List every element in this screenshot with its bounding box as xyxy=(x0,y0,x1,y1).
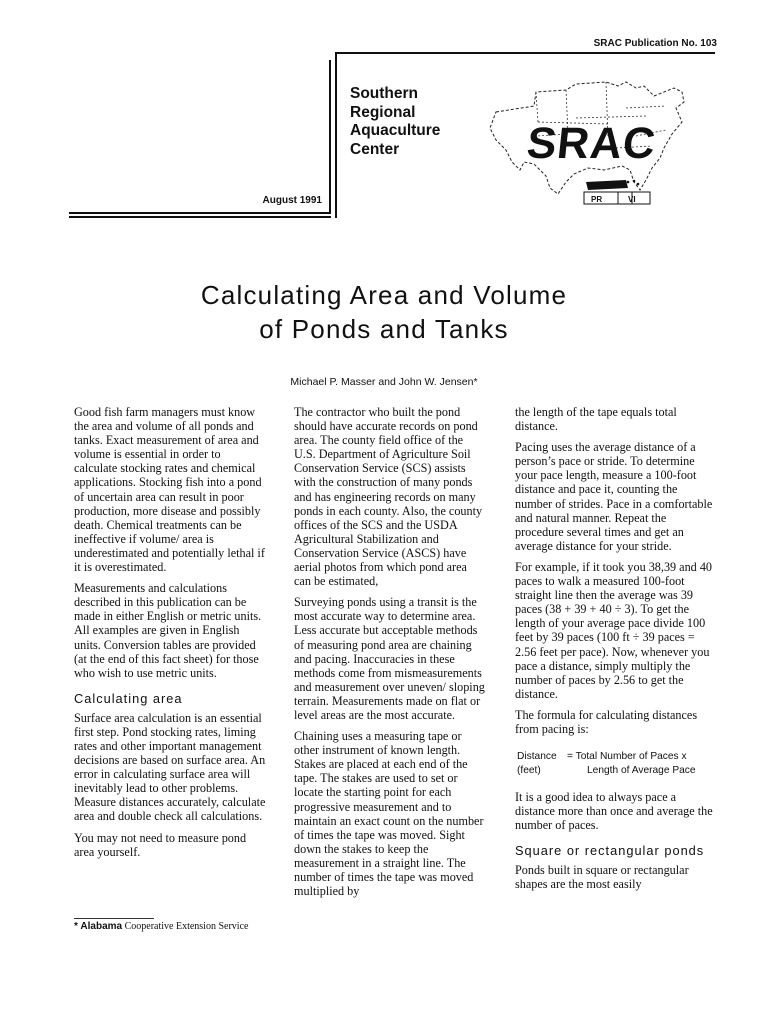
paragraph: Chaining uses a measuring tape or other instrument of known length. Stakes are placed at each end of the tape. The stakes are used to set or locate the starting point for each progressive measurement and to maintain an exact count on the number of times the tape was moved. Sight down the stakes to keep the measurement in a straight line. The number of times the tape was moved multiplied by xyxy=(294,729,484,899)
paragraph: Surface area calculation is an essential first step. Pond stocking rates, liming rates and other important management decisions are based on surface area. An error in calculating surface area will inevitably lead to other problems. Measure distances accurately, calculate area and double check all calculations. xyxy=(74,710,266,824)
paragraph: Ponds built in square or rectangular shapes are the most easily xyxy=(515,863,689,892)
paragraph: Pacing uses the average distance of a person’s pace or stride. To determine your pace length, measure a 100-foot distance and pace it, counting the number of strides. Pace in a comfortable and natural manner. Repeat the procedure several times and get an average distance for your stride. xyxy=(515,440,713,553)
publication-number: SRAC Publication No. 103 xyxy=(593,38,717,49)
column-3 xyxy=(515,405,715,899)
header-rule xyxy=(69,216,331,218)
section-heading: Calculating area xyxy=(74,690,183,706)
us-map-icon xyxy=(476,78,698,210)
svg-text:PR: PR xyxy=(591,195,603,204)
paragraph: The formula for calculating distances from pacing is: xyxy=(515,707,698,736)
page-title: Calculating Area and Volume of Ponds and Tanks xyxy=(200,280,568,344)
paragraph: For example, if it took you 38,39 and 40 paces to walk a measured 100-foot straight line then the average was 39 paces (38 + 39 + 40 ÷ 3). To get the length of your average pace divide 100 feet by 39 paces (100 ft ÷ 39 paces = 2.56 feet per pace). Now, whenever you pace a distance, simply multiply the number of paces by 2.56 to get the distance. xyxy=(515,559,713,701)
column-2 xyxy=(294,405,486,905)
paragraph: Surveying ponds using a transit is the most accurate way to determine area. Less accurate but acceptable methods of measuring pond area are chaining and pacing. Inaccuracies in these methods come from mismeasurements and measurement over uneven/ sloping terrain. Measurements made on flat or level areas are the most accurate. xyxy=(294,595,485,722)
svg-text:VI: VI xyxy=(628,195,636,204)
paragraph: You may not need to measure pond area yourself. xyxy=(74,830,247,859)
center-name: Southern Regional Aquaculture Center xyxy=(350,85,441,158)
paragraph: It is a good idea to always pace a distance more than once and average the number of paces. xyxy=(515,790,713,833)
section-heading: Square or rectangular ponds xyxy=(515,843,705,859)
column-1 xyxy=(74,405,266,866)
footnote: * Alabama Cooperative Extension Service xyxy=(74,921,249,932)
header-rule xyxy=(335,52,337,218)
authors: Michael P. Masser and John W. Jensen* xyxy=(290,376,478,388)
svg-text:SRAC: SRAC xyxy=(524,119,659,168)
srac-logo xyxy=(476,78,698,215)
footnote-rule xyxy=(74,918,154,919)
paragraph: the length of the tape equals total distance. xyxy=(515,405,677,434)
header-rule xyxy=(335,52,715,54)
publication-date: August 1991 xyxy=(262,195,322,206)
paragraph: Good fish farm managers must know the area and volume of all ponds and tanks. Exact measurement of area and volume is essential in order to calculate stocking rates and chemical applications. Stocking fish into a pond of uncertain area can result in poor production, more disease and possibly death. Chemical treatments can be ineffective if volume/ area is underestimated and potentially lethal if it is overestimated. xyxy=(74,405,265,575)
pacing-formula: Distance = Total Number of Paces x (feet) Length of Average Pace xyxy=(517,751,696,777)
header-rule xyxy=(329,60,331,214)
paragraph: The contractor who built the pond should have accurate records on pond area. The county field office of the U.S. Department of Agriculture Soil Conservation Service (SCS) assists with the construction of many ponds and has engineering records on many ponds in each county. Also, the county offices of the SCS and the USDA Agricultural Stabilization and Conservation Service (ASCS) have aerial photos from which pond area can be estimated, xyxy=(294,405,483,589)
paragraph: Measurements and calculations described in this publication can be made in either English or metric units. All examples are given in English units. Conversion tables are provided (at the end of this fact sheet) for those who wish to use metric units. xyxy=(74,581,262,680)
header-rule xyxy=(69,212,331,214)
